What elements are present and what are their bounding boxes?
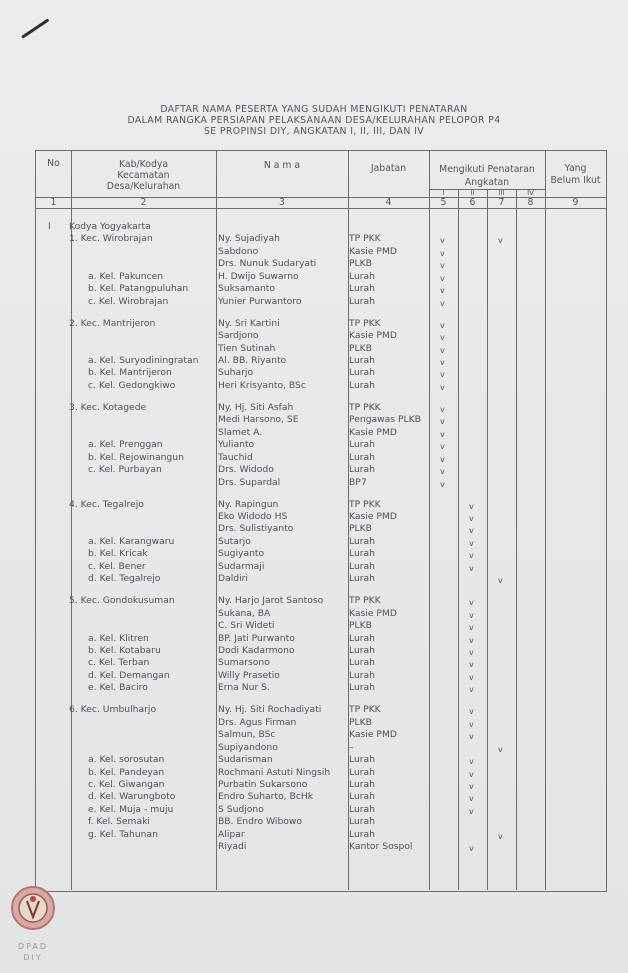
attendance-check-mark: v [469,610,474,620]
name-cell: Drs. Supardal [218,476,281,488]
position-cell: Lurah [349,632,376,644]
name-cell: Yunier Purwantoro [218,295,302,307]
region-cell: c. Kel. Wirobrajan [88,295,169,307]
attendance-check-mark: v [469,781,474,791]
name-cell: Ny. Harjo Jarot Santoso [218,595,324,607]
region-cell: g. Kel. Tahunan [88,828,158,840]
colnum-2: 2 [140,197,147,208]
header-roman-1: I [442,189,445,197]
attendance-check-mark: v [440,454,445,464]
name-cell: Endro Suharto, BcHk [218,791,314,803]
name-cell: C. Sri Wideti [218,620,275,632]
title-line-3: SE PROPINSI DIY, ANGKATAN I, II, III, DAN IV [204,126,424,137]
region-cell: a. Kel. Suryodiningratan [88,355,199,366]
attendance-check-mark: v [440,467,445,477]
region-cell: e. Kel. Baciro [88,682,148,694]
name-cell: Sukana, BA [218,607,271,619]
attendance-check-mark: v [469,757,474,767]
region-cell: d. Kel. Tegalrejo [88,573,161,585]
name-cell: Willy Prasetio [218,669,280,681]
attendance-check-mark: v [469,635,474,645]
name-cell: Al. BB. Riyanto [218,355,287,366]
col-line [487,189,488,890]
title-line-2: DALAM RANGKA PERSIAPAN PELAKSANAAN DESA/KELURAHAN PELOPOR P4 [127,115,501,126]
region-cell: c. Kel. Terban [88,657,150,669]
attendance-check-mark: v [469,551,474,561]
attendance-check-mark: v [469,513,474,523]
position-cell: Pengawas PLKB [349,414,421,426]
position-cell: Lurah [349,379,376,391]
position-cell: Lurah [349,644,376,656]
colnum-5: 5 [440,197,447,208]
region-cell: a. Kel. Karangwaru [88,535,175,547]
attendance-check-mark: v [469,501,474,511]
region-cell: a. Kel. sorosutan [88,754,165,766]
position-cell: Kasie PMD [349,607,397,619]
logo-text-1: DPAD [17,942,49,951]
position-cell: Lurah [349,548,376,560]
logo-text-2: DIY [23,953,43,962]
position-cell: Lurah [349,295,376,307]
name-cell: Yulianto [218,439,255,451]
position-cell: PLKB [349,620,372,632]
position-cell: TP PKK [349,233,381,245]
attendance-check-mark: v [469,732,474,742]
position-cell: Kasie PMD [349,245,397,257]
region-cell: Kodya Yogyakarta [69,221,151,232]
attendance-check-mark: v [498,744,503,754]
name-cell: Tien Sutinah [218,342,276,354]
region-cell: b. Kel. Pandeyan [88,766,165,778]
region-cell: a. Kel. Pakuncen [88,270,164,282]
attendance-check-mark: v [440,479,445,489]
position-cell: TP PKK [349,498,381,510]
participant-table [35,150,607,892]
name-cell: BP. Jati Purwanto [218,632,295,644]
attendance-check-mark: v [440,429,445,439]
attendance-check-mark: v [469,769,474,779]
header-belum-2: Belum Ikut [550,175,601,186]
header-no: No [47,158,60,169]
position-cell: Kasie PMD [349,510,397,522]
name-cell: Suharjo [218,367,254,379]
attendance-check-mark: v [469,685,474,695]
header-line [36,208,606,209]
attendance-check-mark: v [498,831,503,841]
position-cell: Kasie PMD [349,330,397,342]
position-cell: PLKB [349,716,372,728]
position-cell: Lurah [349,828,376,840]
position-cell: TP PKK [349,317,381,329]
title-line-1: DAFTAR NAMA PESERTA YANG SUDAH MENGIKUTI PENATARAN [160,104,468,115]
col-line [545,151,546,890]
attendance-check-mark: v [498,576,503,586]
position-cell: Kantor Sospol [349,841,413,853]
name-cell: Eko Widodo HS [218,510,288,522]
position-cell: Lurah [349,754,376,766]
header-roman-4: IV [527,189,534,197]
attendance-check-mark: v [469,707,474,717]
position-cell: Lurah [349,573,376,585]
header-kab-1: Kab/Kodya [118,159,169,170]
name-cell: Medi Harsono, SE [218,414,299,426]
name-cell: Suksamanto [218,283,276,295]
header-angkatan: Angkatan [464,177,510,188]
attendance-check-mark: v [469,563,474,573]
name-cell: Heri Krisyanto, BSc [218,379,306,391]
col-line [429,151,430,890]
name-cell: Erna Nur S. [218,682,270,694]
attendance-check-mark: v [469,719,474,729]
region-cell: f. Kel. Semaki [88,816,150,828]
region-cell: 3. Kec. Kotagede [69,401,147,413]
header-roman-3: III [498,189,505,197]
attendance-check-mark: v [498,236,503,246]
attendance-check-mark: v [469,660,474,670]
attendance-check-mark: v [440,442,445,452]
position-cell: Lurah [349,803,376,815]
colnum-7: 7 [498,197,505,208]
header-belum-1: Yang [564,163,587,174]
region-cell: a. Kel. Klitren [88,632,149,644]
position-cell: TP PKK [349,401,381,413]
attendance-check-mark: v [440,286,445,296]
attendance-check-mark: v [469,598,474,608]
position-cell: Kasie PMD [349,426,397,438]
attendance-check-mark: v [469,672,474,682]
name-cell: Sutarjo [218,535,251,547]
name-cell: Ny. Sujadiyah [218,233,280,245]
region-cell: 6. Kec. Umbulharjo [69,704,157,716]
position-cell: Lurah [349,355,376,366]
name-cell: BB. Endro Wibowo [218,816,303,828]
position-cell: Lurah [349,464,376,476]
position-cell: Lurah [349,367,376,379]
dpad-logo-icon [10,885,56,931]
header-roman-2: II [470,189,475,197]
position-cell: Lurah [349,270,376,282]
position-cell: Lurah [349,766,376,778]
attendance-check-mark: v [440,417,445,427]
colnum-4: 4 [385,197,392,208]
attendance-check-mark: v [440,345,445,355]
position-cell: Lurah [349,560,376,572]
attendance-check-mark: v [440,248,445,258]
attendance-check-mark: v [469,623,474,633]
name-cell: Ny. Rapingun [218,498,279,510]
name-cell: Sabdono [218,245,259,257]
region-cell: b. Kel. Rejowinangun [88,451,184,463]
name-cell: Drs. Nunuk Sudaryati [218,258,317,270]
header-jabatan: Jabatan [370,163,407,174]
region-cell: c. Kel. Purbayan [88,464,162,476]
name-cell: Daldiri [218,573,248,585]
name-cell: Sardjono [218,330,259,342]
attendance-check-mark: v [440,358,445,367]
attendance-check-mark: v [469,538,474,548]
col-line [216,151,217,890]
position-cell: Lurah [349,682,376,694]
region-cell: b. Kel. Kotabaru [88,644,161,656]
col-line [516,189,517,890]
position-cell: TP PKK [349,595,381,607]
region-cell: b. Kel. Mantrijeron [88,367,172,379]
region-cell: 2. Kec. Mantrijeron [69,317,156,329]
attendance-check-mark: v [440,261,445,271]
attendance-check-mark: v [440,382,445,392]
name-cell: Sudarmaji [218,560,265,572]
name-cell: Alipar [218,828,245,840]
region-cell: c. Kel. Gedongkiwo [88,379,176,391]
colnum-1: 1 [50,197,57,208]
region-cell: b. Kel. Patangpuluhan [88,283,189,295]
colnum-8: 8 [527,197,534,208]
name-cell: H. Dwijo Suwarno [218,270,299,282]
attendance-check-mark: v [440,404,445,414]
attendance-check-mark: v [469,794,474,804]
colnum-9: 9 [572,197,579,208]
name-cell: Drs. Widodo [218,464,274,476]
name-cell: Ny. Hj. Siti Rochadiyati [218,704,322,716]
name-cell: Drs. Agus Firman [218,716,297,728]
attendance-check-mark: v [440,370,445,380]
attendance-check-mark: v [440,273,445,283]
position-cell: Lurah [349,669,376,681]
name-cell: S Sudjono [218,803,264,815]
name-cell: Dodi Kadarmono [218,644,295,656]
region-cell: c. Kel. Bener [88,560,146,572]
pen-mark-icon [21,18,49,38]
name-cell: Drs. Sulistiyanto [218,523,294,535]
header-nama: N a m a [263,160,301,171]
name-cell: Sugiyanto [218,548,265,560]
name-cell: Riyadi [218,841,247,853]
attendance-check-mark: v [440,236,445,246]
region-cell: a. Kel. Prenggan [88,439,163,451]
position-cell: Lurah [349,778,376,790]
name-cell: Supiyandono [218,741,278,753]
region-cell: d. Kel. Demangan [88,669,170,681]
name-cell: Purbatin Sukarsono [218,778,308,790]
position-cell: – [349,741,354,753]
name-cell: Sumarsono [218,657,270,669]
region-cell: 1. Kec. Wirobrajan [69,233,153,245]
header-kab-2: Kecamatan [117,170,170,181]
position-cell: PLKB [349,523,372,535]
attendance-check-mark: v [440,320,445,330]
colnum-6: 6 [469,197,476,208]
region-cell: 4. Kec. Tegalrejo [69,498,144,510]
region-cell: d. Kel. Warungboto [88,791,176,803]
name-cell: Slamet A. [218,426,263,438]
position-cell: Lurah [349,283,376,295]
name-cell: Sudarisman [218,754,273,766]
name-cell: Tauchid [218,451,253,463]
position-cell: PLKB [349,342,372,354]
col-line [71,151,72,890]
col-line [458,189,459,890]
position-cell: Kasie PMD [349,729,397,741]
header-mengikuti: Mengikuti Penataran [439,164,535,175]
region-cell: b. Kel. Kricak [88,548,148,560]
attendance-check-mark: v [469,806,474,816]
position-cell: TP PKK [349,704,381,716]
region-cell: 5. Kec. Gondokusuman [69,595,175,607]
attendance-check-mark: v [469,844,474,854]
region-cell: c. Kel. Giwangan [88,778,165,790]
attendance-check-mark: v [440,333,445,343]
position-cell: Lurah [349,791,376,803]
name-cell: Ny. Hj. Siti Asfah [218,401,294,413]
row-number: I [48,221,51,232]
position-cell: Lurah [349,439,376,451]
attendance-check-mark: v [469,526,474,536]
name-cell: Ny. Sri Kartini [218,317,280,329]
name-cell: Rochmani Astuti Ningsih [218,766,331,778]
region-cell: e. Kel. Muja - muju [88,803,174,815]
header-kab-3: Desa/Kelurahan [106,181,181,192]
colnum-3: 3 [279,197,285,208]
position-cell: PLKB [349,258,372,270]
position-cell: Lurah [349,816,376,828]
position-cell: Lurah [349,535,376,547]
position-cell: Lurah [349,451,376,463]
position-cell: Lurah [349,657,376,669]
position-cell: BP7 [349,476,367,488]
name-cell: Salmun, BSc [218,729,276,741]
attendance-check-mark: v [440,298,445,308]
attendance-check-mark: v [469,647,474,657]
